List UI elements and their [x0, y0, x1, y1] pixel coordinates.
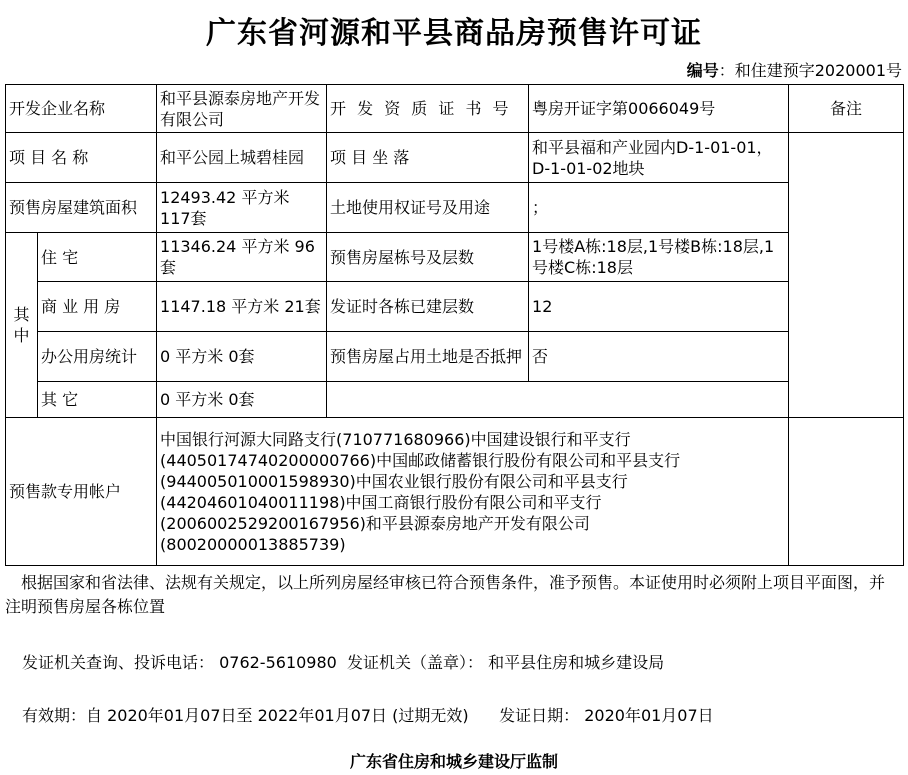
office-label: 办公用房统计	[38, 332, 157, 382]
mortgage-label: 预售房屋占用土地是否抵押	[327, 332, 529, 382]
commercial-label: 商 业 用 房	[38, 282, 157, 332]
project-name-value: 和平公园上城碧桂园	[157, 133, 327, 183]
account-line: (44050174740200000766)中国邮政储蓄银行股份有限公司和平县支行	[160, 450, 681, 470]
commercial-value: 1147.18 平方米 21套	[157, 282, 327, 332]
land-cert-value: ；	[529, 183, 789, 233]
of-which-text: 其中	[13, 305, 30, 345]
building-floors-value: 1号楼A栋:18层,1号楼B栋:18层,1号楼C栋:18层	[529, 233, 789, 282]
table-row	[6, 183, 904, 233]
contact-line: 发证机关查询、投诉电话： 0762-5610980 发证机关（盖章）： 和平县住房和城乡建设局	[22, 653, 665, 672]
table-row	[6, 382, 904, 418]
account-line: (80020000013885739)	[160, 534, 346, 554]
residential-label: 住 宅	[38, 233, 157, 282]
table-row	[6, 233, 904, 282]
project-location-value: 和平县福和产业园内D-1-01-01，D-1-01-02地块	[529, 133, 789, 183]
permit-table	[5, 84, 904, 566]
built-floors-value: 12	[529, 282, 789, 332]
account-line: (944005010001598930)中国农业银行股份有限公司和平县支行	[160, 471, 628, 491]
qualification-label: 开 发 资 质 证 书 号	[327, 85, 529, 133]
built-floors-label: 发证时各栋已建层数	[327, 282, 529, 332]
office-value: 0 平方米 0套	[157, 332, 327, 382]
mortgage-value: 否	[529, 332, 789, 382]
statement-text: 根据国家和省法律、法规有关规定，以上所列房屋经审核已符合预售条件，准予预售。本证使用时必须附上项目平面图，并注明预售房屋各栋位置	[5, 573, 886, 616]
table-row	[6, 133, 904, 183]
document-number-label: 编号	[686, 61, 719, 80]
document-number-value: ：和住建预字2020001号	[718, 61, 902, 80]
qualification-value: 粤房开证字第0066049号	[529, 85, 789, 133]
account-line: 中国银行河源大同路支行(710771680966)中国建设银行和平支行	[160, 429, 631, 449]
land-cert-label: 土地使用权证号及用途	[327, 183, 529, 233]
validity-line: 有效期：自 2020年01月07日至 2022年01月07日 (过期无效) 发证日期： 2020年01月07日	[22, 706, 714, 725]
remarks-cell	[789, 133, 904, 418]
table-row	[6, 418, 904, 566]
developer-value: 和平县源泰房地产开发有限公司	[157, 85, 327, 133]
account-remarks-cell	[789, 418, 904, 566]
footer-text: 广东省住房和城乡建设厅监制	[349, 752, 558, 771]
developer-label: 开发企业名称	[6, 85, 157, 133]
account-line: (44204601040011198)中国工商银行股份有限公司和平支行	[160, 492, 602, 512]
account-label: 预售款专用帐户	[6, 418, 157, 566]
presale-area-value: 12493.42 平方米 117套	[157, 183, 327, 233]
of-which-label	[6, 233, 38, 418]
remarks-label: 备注	[789, 85, 904, 133]
empty-cell	[327, 382, 789, 418]
document-title: 广东省河源和平县商品房预售许可证	[206, 16, 702, 51]
project-name-label: 项 目 名 称	[6, 133, 157, 183]
other-label: 其 它	[38, 382, 157, 418]
table-row	[6, 85, 904, 133]
document-number	[687, 58, 902, 81]
project-location-label: 项 目 坐 落	[327, 133, 529, 183]
table-row	[6, 332, 904, 382]
account-line: (2006002529200167956)和平县源泰房地产开发有限公司	[160, 513, 590, 533]
residential-value: 11346.24 平方米 96套	[157, 233, 327, 282]
presale-area-label: 预售房屋建筑面积	[6, 183, 157, 233]
account-value	[157, 418, 789, 566]
table-row	[6, 282, 904, 332]
building-floors-label: 预售房屋栋号及层数	[327, 233, 529, 282]
other-value: 0 平方米 0套	[157, 382, 327, 418]
